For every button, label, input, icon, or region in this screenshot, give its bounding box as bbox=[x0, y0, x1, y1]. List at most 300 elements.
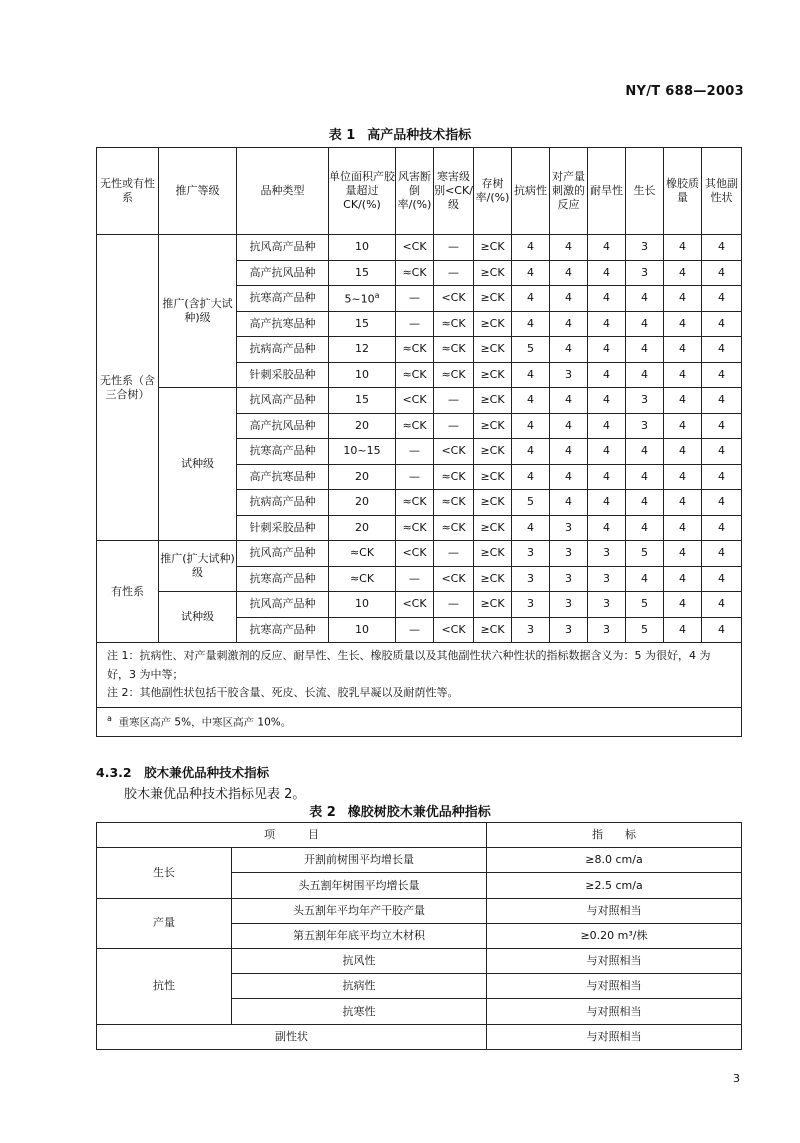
section-heading: 4.3.2 胶木兼优品种技术指标 bbox=[96, 765, 270, 780]
table1-cell-text: 4 bbox=[718, 520, 725, 534]
table1-cell-text: ≈CK bbox=[402, 265, 427, 279]
table2-category: 生长 bbox=[97, 848, 232, 898]
table1-cell bbox=[550, 566, 588, 592]
table1-cell bbox=[550, 388, 588, 414]
table1-cell-text: 4 bbox=[603, 342, 610, 356]
table1-cell-text: 4 bbox=[718, 291, 725, 305]
table1-cell bbox=[329, 490, 396, 516]
variety-type-cell bbox=[237, 235, 329, 261]
table1-cell-text: 高产抗寒品种 bbox=[249, 469, 316, 483]
table1-cell bbox=[512, 311, 550, 337]
table1-cell bbox=[434, 464, 474, 490]
table1-cell-text: ≥CK bbox=[480, 265, 505, 279]
table1-cell-text: ≥CK bbox=[480, 393, 505, 407]
table2-value: ≥2.5 cm/a bbox=[487, 873, 742, 898]
table1-cell-text: ≥CK bbox=[480, 622, 505, 636]
table1-cell-text: ≈CK bbox=[402, 342, 427, 356]
table1-caption bbox=[0, 124, 800, 143]
table1-cell-text: 4 bbox=[603, 367, 610, 381]
table1-cell-text: 4 bbox=[718, 265, 725, 279]
table1-cell bbox=[626, 439, 664, 465]
table1-cell bbox=[588, 388, 626, 414]
table1-cell-text: 4 bbox=[679, 265, 686, 279]
table1-cell bbox=[474, 566, 512, 592]
table1-cell-text: 针刺采胶品种 bbox=[249, 367, 316, 381]
table1-cell bbox=[396, 439, 434, 465]
table1-group-cell: 无性系（含三合树） bbox=[97, 235, 159, 541]
table1-cell bbox=[626, 490, 664, 516]
table1-cell-text: 抗寒高产品种 bbox=[249, 622, 316, 636]
table1-cell-text: 10 bbox=[355, 597, 369, 611]
table1-cell-text: 4 bbox=[718, 546, 725, 560]
table-row bbox=[97, 848, 742, 873]
table1-grade-cell: 试种级 bbox=[159, 388, 237, 541]
table1-cell-text: 3 bbox=[565, 367, 572, 381]
table1-cell bbox=[702, 286, 742, 312]
table1-cell-text: 4 bbox=[603, 495, 610, 509]
table1-cell bbox=[512, 362, 550, 388]
table1-cell bbox=[512, 413, 550, 439]
table1-cell bbox=[474, 617, 512, 643]
table1-cell-text: 3 bbox=[641, 418, 648, 432]
table1-cell bbox=[588, 362, 626, 388]
table1-cell-text: 4 bbox=[565, 291, 572, 305]
table1-cell bbox=[664, 439, 702, 465]
table1-cell-text: 5~10 bbox=[344, 292, 375, 306]
table1-cell-text: 4 bbox=[565, 316, 572, 330]
table1-cell bbox=[550, 337, 588, 363]
table1-note-row bbox=[97, 643, 742, 708]
table1-cell-text: 4 bbox=[603, 469, 610, 483]
table2-head-index: 指 标 bbox=[487, 823, 742, 848]
table2-value: 与对照相当 bbox=[487, 974, 742, 999]
table1-caption-title: 高产品种技术指标 bbox=[367, 128, 472, 143]
table1-cell-text: ≥CK bbox=[480, 520, 505, 534]
table1-cell bbox=[512, 286, 550, 312]
table1-cell-text: — bbox=[409, 444, 420, 458]
table1-cell-text: <CK bbox=[441, 444, 466, 458]
table1-cell bbox=[434, 490, 474, 516]
table1-cell-text: <CK bbox=[441, 571, 466, 585]
table1-cell-text: 抗风高产品种 bbox=[249, 393, 316, 407]
table1-cell bbox=[474, 388, 512, 414]
table1-cell-text: 4 bbox=[603, 520, 610, 534]
table1-cell-text: 15 bbox=[355, 316, 369, 330]
table1-header-cell: 抗病性 bbox=[512, 148, 550, 235]
table1-cell bbox=[702, 490, 742, 516]
variety-type-cell bbox=[237, 388, 329, 414]
table1-cell-text: 20 bbox=[355, 469, 369, 483]
table2-category: 产量 bbox=[97, 898, 232, 948]
table1-cell-text: <CK bbox=[441, 291, 466, 305]
table1-cell-text: 3 bbox=[641, 265, 648, 279]
table1-cell-text: ≥CK bbox=[480, 495, 505, 509]
table1-cell-text: 10 bbox=[355, 622, 369, 636]
table1-cell bbox=[396, 566, 434, 592]
table1-cell-text: 4 bbox=[565, 495, 572, 509]
table1-cell bbox=[702, 388, 742, 414]
table1-cell bbox=[512, 235, 550, 261]
table1-cell-text: 10~15 bbox=[343, 444, 381, 458]
table2-item: 头五割年树围平均增长量 bbox=[232, 873, 487, 898]
table1-cell-text: 4 bbox=[641, 495, 648, 509]
table1-cell bbox=[434, 286, 474, 312]
table1-cell-text: 5 bbox=[527, 342, 534, 356]
table1-cell bbox=[702, 337, 742, 363]
table1-cell bbox=[396, 235, 434, 261]
variety-type-cell bbox=[237, 439, 329, 465]
table2-value: ≥8.0 cm/a bbox=[487, 848, 742, 873]
table1-cell-text: 4 bbox=[565, 240, 572, 254]
table1-cell-text: — bbox=[448, 546, 459, 560]
table1-cell-text: 4 bbox=[718, 393, 725, 407]
table1-cell-text: 针刺采胶品种 bbox=[249, 520, 316, 534]
table1-cell-text: 4 bbox=[603, 316, 610, 330]
table1-cell bbox=[588, 515, 626, 541]
table1-cell-text: 4 bbox=[527, 367, 534, 381]
table-row bbox=[97, 541, 742, 567]
table1-cell-text: 4 bbox=[527, 291, 534, 305]
table1-cell-text: 3 bbox=[603, 546, 610, 560]
table1-cell bbox=[474, 515, 512, 541]
table1-cell-text: ≈CK bbox=[441, 342, 466, 356]
variety-type-cell bbox=[237, 592, 329, 618]
table1-cell-text: 4 bbox=[718, 342, 725, 356]
table1-cell bbox=[588, 235, 626, 261]
table1-cell-text: 4 bbox=[718, 316, 725, 330]
table1-cell bbox=[588, 490, 626, 516]
table1-cell-text: ≥CK bbox=[480, 367, 505, 381]
table1-cell-text: 4 bbox=[718, 444, 725, 458]
table1-cell-text: ≈CK bbox=[441, 520, 466, 534]
table1-cell-text: 4 bbox=[527, 393, 534, 407]
table1-cell bbox=[588, 592, 626, 618]
table1-cell bbox=[702, 260, 742, 286]
table1-cell bbox=[512, 566, 550, 592]
table1-cell-text: 3 bbox=[565, 546, 572, 560]
table1-cell-text: 4 bbox=[718, 495, 725, 509]
table1-cell bbox=[664, 388, 702, 414]
table1-cell bbox=[329, 592, 396, 618]
table1-cell-text: ≈CK bbox=[402, 495, 427, 509]
table1-cell bbox=[396, 413, 434, 439]
table1-cell bbox=[329, 617, 396, 643]
table1-cell bbox=[329, 541, 396, 567]
table1-cell bbox=[664, 311, 702, 337]
table1-cell-text: ≥CK bbox=[480, 240, 505, 254]
table1-cell bbox=[329, 286, 396, 312]
table1-cell bbox=[626, 541, 664, 567]
table1-cell-text: 高产抗风品种 bbox=[249, 265, 316, 279]
table1-cell-text: 4 bbox=[565, 418, 572, 432]
page-number: 3 bbox=[733, 1072, 740, 1085]
table1-cell bbox=[396, 311, 434, 337]
table-row bbox=[97, 235, 742, 261]
table1-cell-text: 4 bbox=[641, 291, 648, 305]
table2-caption-num: 表 2 bbox=[309, 805, 336, 820]
table1-cell bbox=[550, 413, 588, 439]
table1-cell bbox=[702, 592, 742, 618]
table1-cell bbox=[512, 617, 550, 643]
table1-cell-text: 4 bbox=[527, 240, 534, 254]
table1-cell-text: 4 bbox=[603, 291, 610, 305]
variety-type-cell bbox=[237, 286, 329, 312]
table1-cell bbox=[664, 286, 702, 312]
table1-cell-text: 4 bbox=[679, 622, 686, 636]
table1-cell-text: 4 bbox=[565, 265, 572, 279]
footnote-marker: a bbox=[107, 714, 112, 724]
table1-cell bbox=[396, 490, 434, 516]
table1-cell-text: 5 bbox=[641, 622, 648, 636]
table-row bbox=[97, 898, 742, 923]
table-row bbox=[97, 592, 742, 618]
table1-cell bbox=[588, 337, 626, 363]
table1-cell-text: — bbox=[409, 469, 420, 483]
table1-cell-text: ≥CK bbox=[480, 418, 505, 432]
table1-cell bbox=[550, 541, 588, 567]
table1-cell-text: ≈CK bbox=[441, 469, 466, 483]
table1-grade-cell: 试种级 bbox=[159, 592, 237, 643]
table1-cell bbox=[702, 413, 742, 439]
variety-type-cell bbox=[237, 617, 329, 643]
table2-value: 与对照相当 bbox=[487, 1024, 742, 1049]
table1-cell bbox=[474, 592, 512, 618]
variety-type-cell bbox=[237, 566, 329, 592]
table1-cell bbox=[329, 337, 396, 363]
table2-value: ≥0.20 m³/株 bbox=[487, 923, 742, 948]
table1-cell bbox=[664, 464, 702, 490]
table2-item: 抗寒性 bbox=[232, 999, 487, 1024]
table1-cell-text: 4 bbox=[527, 469, 534, 483]
table1-cell-text: 4 bbox=[679, 597, 686, 611]
table1-cell bbox=[474, 362, 512, 388]
table1-cell bbox=[434, 566, 474, 592]
table1-cell-text: <CK bbox=[441, 622, 466, 636]
table1-header-cell: 寒害级别<CK/级 bbox=[434, 148, 474, 235]
table1-cell-text: — bbox=[448, 393, 459, 407]
table1-cell bbox=[626, 362, 664, 388]
table2-item: 副性状 bbox=[97, 1024, 487, 1049]
table1-cell-text: 4 bbox=[679, 495, 686, 509]
table1-cell bbox=[434, 260, 474, 286]
table1-cell bbox=[664, 260, 702, 286]
table1-cell-text: 3 bbox=[603, 571, 610, 585]
table1-cell bbox=[702, 235, 742, 261]
table1-cell bbox=[588, 413, 626, 439]
table2-value: 与对照相当 bbox=[487, 898, 742, 923]
table1-header-cell: 橡胶质量 bbox=[664, 148, 702, 235]
section-paragraph: 胶木兼优品种技术指标见表 2。 bbox=[124, 787, 306, 802]
table1-cell-text: 15 bbox=[355, 265, 369, 279]
table1-cell bbox=[626, 617, 664, 643]
table1-cell bbox=[512, 592, 550, 618]
table1-cell bbox=[329, 235, 396, 261]
table1-cell bbox=[434, 235, 474, 261]
table1-cell bbox=[550, 235, 588, 261]
table1-cell bbox=[550, 490, 588, 516]
table2-item: 抗病性 bbox=[232, 974, 487, 999]
table1-cell-text: — bbox=[448, 418, 459, 432]
table1-cell-text: 4 bbox=[527, 418, 534, 432]
table1-cell-text: <CK bbox=[402, 597, 427, 611]
table1-cell bbox=[702, 515, 742, 541]
table1-cell-text: ≈CK bbox=[349, 546, 375, 560]
table1-header-cell: 无性或有性系 bbox=[97, 148, 159, 235]
table1-cell bbox=[664, 337, 702, 363]
table1-cell bbox=[664, 490, 702, 516]
table1-cell bbox=[396, 515, 434, 541]
table1-cell bbox=[396, 464, 434, 490]
table1-cell-text: 4 bbox=[641, 367, 648, 381]
table1-cell bbox=[626, 311, 664, 337]
table1-cell-text: 4 bbox=[641, 571, 648, 585]
table1-cell bbox=[702, 541, 742, 567]
table1-cell bbox=[626, 286, 664, 312]
table1-cell-text: 抗病高产品种 bbox=[249, 342, 316, 356]
table1-cell bbox=[396, 286, 434, 312]
table1-header-cell: 生长 bbox=[626, 148, 664, 235]
table2-caption-title: 橡胶树胶木兼优品种指标 bbox=[347, 805, 491, 820]
table1-cell-text: 4 bbox=[679, 444, 686, 458]
table1-cell bbox=[626, 337, 664, 363]
table1-cell-text: 4 bbox=[641, 469, 648, 483]
table1-cell bbox=[588, 311, 626, 337]
table1-cell-text: 抗风高产品种 bbox=[249, 240, 316, 254]
table1-cell bbox=[329, 413, 396, 439]
table1-cell-text: 3 bbox=[527, 546, 534, 560]
table1-cell bbox=[702, 464, 742, 490]
table1-cell-text: 3 bbox=[603, 597, 610, 611]
table2-item: 开割前树围平均增长量 bbox=[232, 848, 487, 873]
table1-cell-text: ≈CK bbox=[402, 520, 427, 534]
table1-cell-text: — bbox=[448, 240, 459, 254]
table1-cell bbox=[434, 617, 474, 643]
table1-cell-text: 3 bbox=[527, 622, 534, 636]
table1-cell-text: 4 bbox=[527, 316, 534, 330]
table1-cell bbox=[512, 490, 550, 516]
table1-cell bbox=[474, 490, 512, 516]
table1-cell-text: 4 bbox=[603, 240, 610, 254]
table1-cell bbox=[396, 617, 434, 643]
table2-item: 第五割年年底平均立木材积 bbox=[232, 923, 487, 948]
table1-cell-text: 3 bbox=[603, 622, 610, 636]
variety-type-cell bbox=[237, 311, 329, 337]
table1-cell-text: 4 bbox=[679, 240, 686, 254]
table1-cell bbox=[329, 388, 396, 414]
table1-cell-text: 4 bbox=[641, 444, 648, 458]
table1-cell-text: 高产抗寒品种 bbox=[249, 316, 316, 330]
table1-header-cell: 对产量刺激的反应 bbox=[550, 148, 588, 235]
table1-cell bbox=[434, 311, 474, 337]
table1-cell bbox=[664, 515, 702, 541]
table1-cell bbox=[588, 464, 626, 490]
table1-group-cell: 有性系 bbox=[97, 541, 159, 643]
table1-cell-text: 4 bbox=[641, 342, 648, 356]
table1-cell bbox=[512, 260, 550, 286]
table1-cell bbox=[474, 337, 512, 363]
table1-cell-text: 4 bbox=[679, 367, 686, 381]
table1-cell bbox=[434, 541, 474, 567]
table1-cell-text: 4 bbox=[527, 265, 534, 279]
table1-cell-text: ≥CK bbox=[480, 597, 505, 611]
table2-value: 与对照相当 bbox=[487, 948, 742, 973]
variety-type-cell bbox=[237, 464, 329, 490]
table1-cell bbox=[474, 260, 512, 286]
table1-cell-text: 4 bbox=[565, 444, 572, 458]
table1-cell bbox=[396, 388, 434, 414]
table1-note2: 注 2：其他副性状包括干胶含量、死皮、长流、胶乳早凝以及耐荫性等。 bbox=[107, 686, 459, 700]
table1-cell-text: 4 bbox=[603, 444, 610, 458]
table1-cell bbox=[588, 286, 626, 312]
table1-cell-text: 3 bbox=[565, 520, 572, 534]
table1-cell bbox=[396, 592, 434, 618]
table1-cell-text: 20 bbox=[355, 520, 369, 534]
table1-cell-text: 4 bbox=[603, 393, 610, 407]
table1-cell bbox=[550, 592, 588, 618]
table1-cell-text: ≥CK bbox=[480, 342, 505, 356]
table1-cell bbox=[396, 362, 434, 388]
table1-cell bbox=[329, 311, 396, 337]
table1-cell-text: 4 bbox=[679, 546, 686, 560]
table1-cell-text: — bbox=[448, 265, 459, 279]
table1-cell bbox=[396, 337, 434, 363]
table1-cell bbox=[626, 260, 664, 286]
table1-cell bbox=[702, 311, 742, 337]
table1-cell bbox=[396, 260, 434, 286]
table1-cell bbox=[474, 541, 512, 567]
table1-cell-text: 4 bbox=[718, 367, 725, 381]
table1-cell bbox=[434, 592, 474, 618]
table1-cell-text: 4 bbox=[679, 418, 686, 432]
table1-cell-text: 4 bbox=[679, 571, 686, 585]
table1-cell-text: 抗寒高产品种 bbox=[249, 444, 316, 458]
table1-cell bbox=[550, 464, 588, 490]
table1-cell bbox=[664, 592, 702, 618]
footnote-marker: a bbox=[374, 290, 380, 300]
table1-header-cell: 风害断倒率/(%) bbox=[396, 148, 434, 235]
table1-cell-text: — bbox=[448, 597, 459, 611]
table1-footnote-row bbox=[97, 708, 742, 737]
table1-cell bbox=[664, 566, 702, 592]
table1-header-cell: 单位面积产胶量超过CK/(%) bbox=[329, 148, 396, 235]
table1-cell-text: 4 bbox=[603, 265, 610, 279]
table2-category: 抗性 bbox=[97, 948, 232, 1024]
table1-header-cell: 其他副性状 bbox=[702, 148, 742, 235]
table1-cell bbox=[512, 388, 550, 414]
table1-header-row bbox=[97, 148, 742, 235]
table1-cell bbox=[626, 592, 664, 618]
table1-cell-text: 4 bbox=[641, 316, 648, 330]
table1-cell bbox=[626, 464, 664, 490]
table2-caption bbox=[0, 801, 800, 820]
table1-cell bbox=[512, 464, 550, 490]
table1-cell-text: 高产抗风品种 bbox=[249, 418, 316, 432]
table1-cell-text: 4 bbox=[679, 520, 686, 534]
table1-grade-cell: 推广(含扩大试种)级 bbox=[159, 235, 237, 388]
table1-cell-text: 3 bbox=[565, 597, 572, 611]
table1-cell bbox=[329, 260, 396, 286]
table1-cell-text: ≥CK bbox=[480, 469, 505, 483]
table1-cell bbox=[664, 413, 702, 439]
table1-cell-text: 4 bbox=[679, 393, 686, 407]
table1-cell-text: — bbox=[409, 291, 420, 305]
table1-cell-text: 10 bbox=[355, 240, 369, 254]
table2 bbox=[96, 822, 742, 1050]
table1-cell bbox=[512, 439, 550, 465]
table1-cell-text: 4 bbox=[565, 469, 572, 483]
table1-caption-num: 表 1 bbox=[328, 128, 356, 143]
table1-cell-text: ≥CK bbox=[480, 546, 505, 560]
